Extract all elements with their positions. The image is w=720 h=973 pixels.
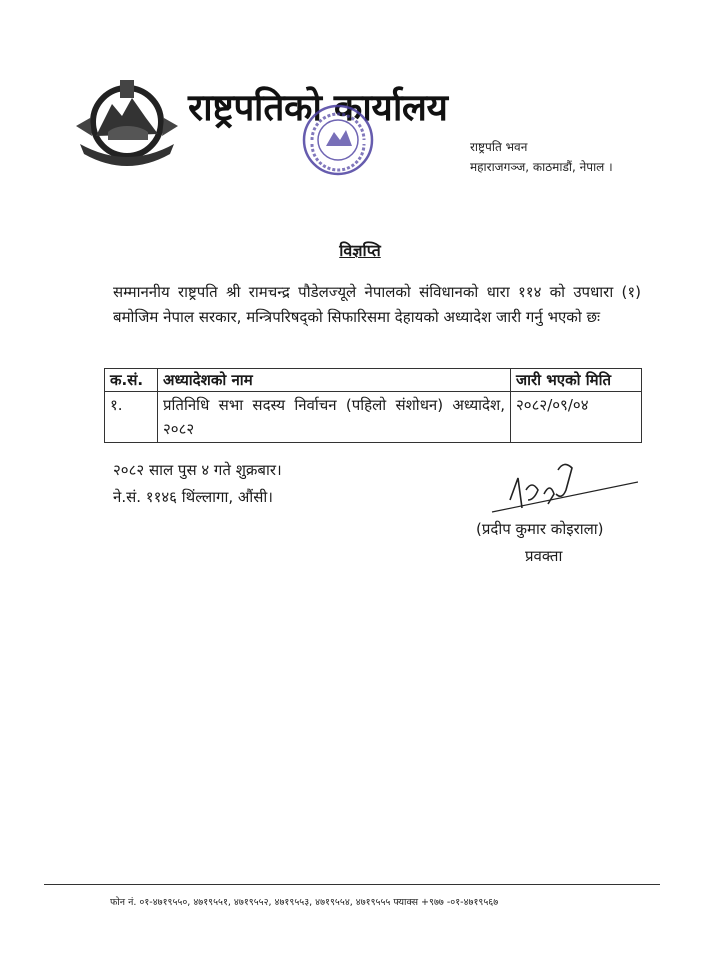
table-row xyxy=(105,392,642,443)
date-block xyxy=(113,457,282,511)
address-line-1: राष्ट्रपति भवन xyxy=(470,140,528,154)
office-title: राष्ट्रपतिको कार्यालय xyxy=(188,86,448,129)
notice-title: विज्ञप्ति xyxy=(339,241,381,260)
nepal-emblem-icon xyxy=(72,74,182,174)
footer-contact: फोन नं. ०१-४७१९५५०, ४७१९५५१, ४७१९५५२, ४७१९५५३, ४७१९५५४, ४७१९५५५ फ्याक्स +९७७ -०१-४७१९५६७ xyxy=(110,897,499,908)
header-serial: क.सं. xyxy=(105,369,158,392)
office-seal-icon xyxy=(300,102,376,178)
header-ordinance-name: अध्यादेशको नाम xyxy=(158,369,511,392)
date-ns: ने.सं. ११४६ थिंल्लागा, औंसी। xyxy=(113,488,273,506)
office-address xyxy=(470,137,613,177)
address-line-2: महाराजगञ्ज, काठमाडौं, नेपाल । xyxy=(470,160,613,174)
footer-divider xyxy=(44,884,660,885)
signature-mark xyxy=(488,460,638,520)
header-issue-date: जारी भएको मिति xyxy=(511,369,642,392)
signatory-name: (प्रदीप कुमार कोइराला) xyxy=(476,520,604,538)
row-serial: १. xyxy=(105,392,158,443)
row-ordinance-name: प्रतिनिधि सभा सदस्य निर्वाचन (पहिलो संशोधन) अध्यादेश, २०८२ xyxy=(158,392,511,443)
date-bs: २०८२ साल पुस ४ गते शुक्रबार। xyxy=(113,461,282,479)
ordinance-table xyxy=(104,368,642,443)
row-issue-date: २०८२/०९/०४ xyxy=(511,392,642,443)
notice-body: सम्माननीय राष्ट्रपति श्री रामचन्द्र पौडेलज्यूले नेपालको संविधानको धारा ११४ को उपधारा (१) बमोजिम नेपाल सरकार, मन्त्रिपरिषद्को सिफारिसमा देहायको अध्यादेश जारी गर्नु भएको छः xyxy=(113,283,641,326)
signatory-role: प्रवक्ता xyxy=(525,547,563,565)
table-header-row xyxy=(105,369,642,392)
